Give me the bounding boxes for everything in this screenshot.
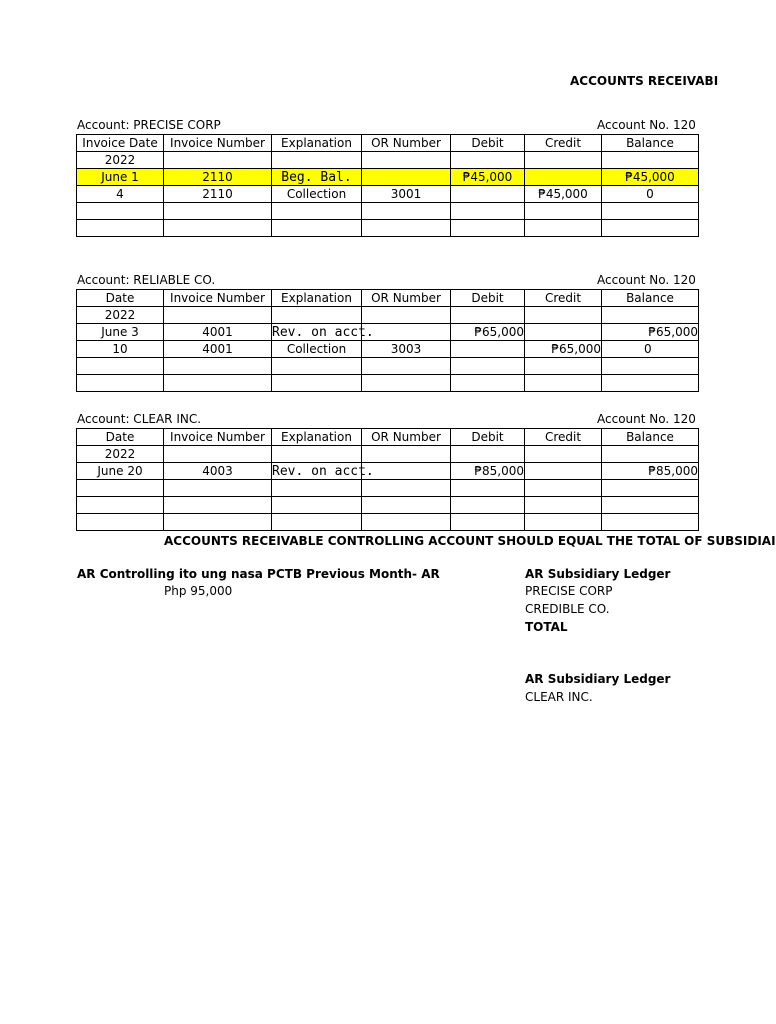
table-cell: Collection: [272, 186, 362, 203]
column-header: OR Number: [362, 135, 451, 152]
table-cell: June 1: [77, 169, 164, 186]
table-row-empty: [77, 358, 699, 375]
page-title: ACCOUNTS RECEIVABI: [570, 74, 719, 88]
subsidiary-total-label: TOTAL: [525, 620, 568, 634]
column-header: Debit: [451, 290, 525, 307]
controlling-account-note: ACCOUNTS RECEIVABLE CONTROLLING ACCOUNT SHOULD EQUAL THE TOTAL OF SUBSIDIAI: [164, 534, 776, 548]
column-header: Balance: [602, 135, 699, 152]
account-name-reliable-co: Account: RELIABLE CO.: [77, 273, 216, 287]
table-cell: 0: [602, 341, 699, 358]
ledger-table-clear-inc: [76, 428, 699, 531]
year-cell: 2022: [77, 152, 164, 169]
ledger-table-precise-corp: [76, 134, 699, 237]
account-number: Account No. 120: [597, 412, 696, 426]
table-cell: 4003: [164, 463, 272, 480]
column-header: Credit: [525, 290, 602, 307]
table-cell: ₱45,000: [451, 169, 525, 186]
table-row: [77, 186, 699, 203]
table-cell: June 20: [77, 463, 164, 480]
table-row-empty: [77, 514, 699, 531]
subsidiary-ledger-title: AR Subsidiary Ledger: [525, 567, 671, 581]
account-name-precise-corp: Account: PRECISE CORP: [77, 118, 221, 132]
table-row-empty: [77, 375, 699, 392]
ledger-table-reliable-co: [76, 289, 699, 392]
table-cell: ₱65,000: [525, 341, 602, 358]
table-cell: 3003: [362, 341, 451, 358]
column-header: OR Number: [362, 429, 451, 446]
table-row-empty: [77, 497, 699, 514]
ar-controlling-label: AR Controlling ito ung nasa PCTB Previous Month- AR: [77, 567, 440, 581]
column-header: Debit: [451, 135, 525, 152]
table-header-row: [77, 135, 699, 152]
table-cell: [525, 463, 602, 480]
ar-controlling-amount: Php 95,000: [164, 584, 233, 598]
table-row: [77, 446, 699, 463]
table-cell: Rev. on acct.: [272, 324, 374, 340]
table-cell: 3001: [362, 186, 451, 203]
table-cell: 0: [602, 186, 699, 203]
subsidiary-item: PRECISE CORP: [525, 584, 613, 598]
table-cell: [451, 341, 525, 358]
table-row: [77, 152, 699, 169]
table-cell: ₱45,000: [525, 186, 602, 203]
table-cell: 2110: [164, 186, 272, 203]
column-header: OR Number: [362, 290, 451, 307]
subsidiary-ledger-title: AR Subsidiary Ledger: [525, 672, 671, 686]
table-row-empty: [77, 480, 699, 497]
subsidiary-item: CLEAR INC.: [525, 690, 593, 704]
year-cell: 2022: [77, 307, 164, 324]
table-cell: ₱45,000: [602, 169, 699, 186]
column-header: Explanation: [272, 429, 362, 446]
table-cell: ₱65,000: [451, 324, 525, 341]
column-header: Debit: [451, 429, 525, 446]
table-cell: 4: [77, 186, 164, 203]
table-cell: [362, 463, 451, 480]
table-header-row: [77, 290, 699, 307]
table-row-empty: [77, 203, 699, 220]
table-cell: [525, 169, 602, 186]
table-cell: June 3: [77, 324, 164, 341]
column-header: Explanation: [272, 135, 362, 152]
table-cell: 10: [77, 341, 164, 358]
column-header: Date: [77, 290, 164, 307]
table-cell: Rev. on acct.: [272, 463, 374, 479]
table-cell: ₱65,000: [602, 324, 699, 341]
table-cell: Beg. Bal.: [272, 169, 362, 186]
account-number: Account No. 120: [597, 118, 696, 132]
column-header: Invoice Number: [164, 135, 272, 152]
table-cell: Collection: [272, 341, 362, 358]
column-header: Balance: [602, 290, 699, 307]
column-header: Invoice Number: [164, 290, 272, 307]
column-header: Explanation: [272, 290, 362, 307]
account-name-clear-inc: Account: CLEAR INC.: [77, 412, 202, 426]
column-header: Credit: [525, 135, 602, 152]
column-header: Invoice Date: [77, 135, 164, 152]
column-header: Date: [77, 429, 164, 446]
table-cell: [362, 324, 451, 341]
table-cell: ₱85,000: [451, 463, 525, 480]
table-row: [77, 307, 699, 324]
table-row: [77, 341, 699, 358]
table-row-highlighted: [77, 169, 699, 186]
table-row: [77, 463, 699, 480]
year-cell: 2022: [77, 446, 164, 463]
subsidiary-item: CREDIBLE CO.: [525, 602, 610, 616]
column-header: Credit: [525, 429, 602, 446]
column-header: Invoice Number: [164, 429, 272, 446]
table-cell: [451, 186, 525, 203]
table-cell: ₱85,000: [602, 463, 699, 480]
column-header: Balance: [602, 429, 699, 446]
table-row-empty: [77, 220, 699, 237]
table-row: [77, 324, 699, 341]
account-number: Account No. 120: [597, 273, 696, 287]
table-cell: [362, 169, 451, 186]
table-cell: 4001: [164, 341, 272, 358]
table-cell: 4001: [164, 324, 272, 341]
table-cell: [525, 324, 602, 341]
table-cell: 2110: [164, 169, 272, 186]
table-header-row: [77, 429, 699, 446]
